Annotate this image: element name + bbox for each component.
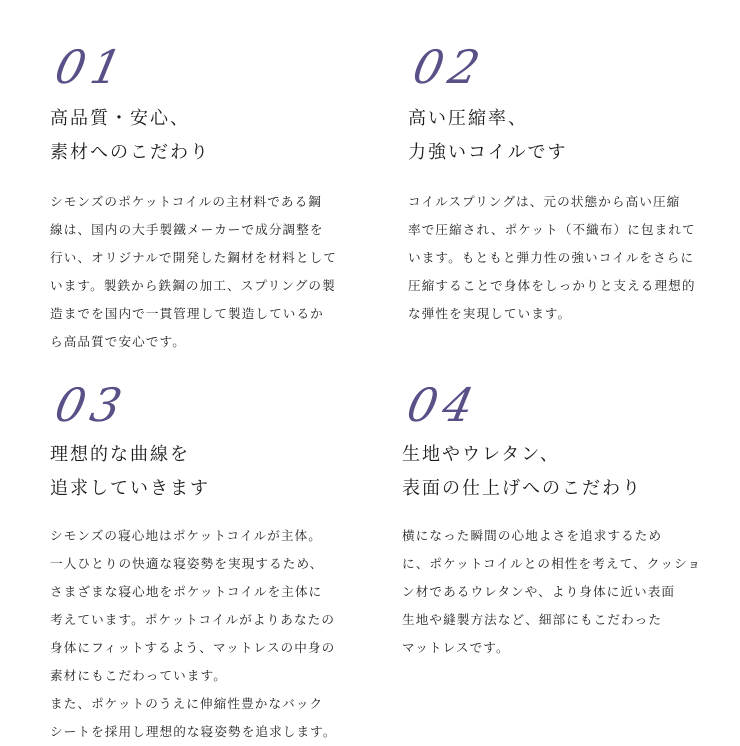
feature-body-line: 率で圧縮され、ポケット（不織布）に包まれて (408, 222, 696, 237)
feature-body (408, 188, 708, 328)
feature-body-line: 圧縮することで身体をしっかりと支える理想的 (408, 278, 696, 293)
feature-body-line: 身体にフィットするよう、マットレスの中身の (50, 640, 336, 655)
feature-01 (50, 40, 350, 356)
feature-body-line: います。製鉄から鉄鋼の加工、スプリングの製 (50, 278, 336, 293)
feature-body-line: コイルスプリングは、元の状態から高い圧縮 (408, 194, 681, 209)
feature-body-line: 考えています。ポケットコイルがよりあなたの (50, 612, 336, 627)
feature-number: 02 (408, 40, 491, 94)
feature-heading (408, 102, 708, 170)
feature-body-line: な弾性を実現しています。 (408, 306, 572, 321)
feature-body-line: 生地や縫製方法など、細部にもこだわった (402, 612, 663, 627)
feature-body (50, 188, 350, 356)
feature-04 (402, 378, 702, 662)
feature-02 (408, 40, 708, 328)
feature-body (402, 522, 702, 662)
feature-heading (50, 438, 350, 506)
feature-body-line: さまざまな寝心地をポケットコイルを主体に (50, 584, 323, 599)
feature-body-line: シモンズのポケットコイルの主材料である鋼 (50, 194, 322, 209)
feature-body-line: 一人ひとりの快適な寝姿勢を実現するため、 (50, 556, 324, 571)
feature-body-line: に、ポケットコイルとの相性を考えて、クッショ (402, 556, 702, 571)
feature-number: 04 (402, 378, 485, 432)
feature-heading-line: 高い圧縮率、 (408, 108, 528, 129)
feature-body (50, 522, 350, 746)
feature-body-line: 横になった瞬間の心地よさを追求するため (402, 528, 663, 543)
feature-heading-line: 素材へのこだわり (50, 142, 210, 163)
feature-body-line: ン材であるウレタンや、より身体に近い表面 (402, 584, 676, 599)
feature-heading-line: 理想的な曲線を (50, 444, 190, 465)
feature-body-line: マットレスです。 (402, 640, 510, 655)
feature-body-line: 素材にもこだわっています。 (50, 668, 227, 683)
feature-body-line: シモンズの寝心地はポケットコイルが主体。 (50, 528, 322, 543)
feature-heading (50, 102, 350, 170)
feature-body-line: ら高品質で安心です。 (50, 334, 186, 349)
feature-heading-line: 力強いコイルです (408, 142, 568, 163)
feature-heading-line: 高品質・安心、 (50, 108, 190, 129)
feature-body-line: 線は、国内の大手製鐵メーカーで成分調整を (50, 222, 324, 237)
feature-body-line: います。もともと弾力性の強いコイルをさらに (408, 250, 695, 265)
feature-heading-line: 追求していきます (50, 478, 210, 499)
feature-number: 01 (50, 40, 133, 94)
feature-03 (50, 378, 350, 746)
feature-heading-line: 表面の仕上げへのこだわり (402, 478, 642, 499)
feature-heading-line: 生地やウレタン、 (402, 444, 560, 465)
feature-body-line: また、ポケットのうえに伸縮性豊かなバック (50, 696, 324, 711)
feature-number: 03 (50, 378, 133, 432)
feature-body-line: 造までを国内で一貫管理して製造しているか (50, 306, 324, 321)
feature-body-line: 行い、オリジナルで開発した鋼材を材料として (50, 250, 337, 265)
feature-body-line: シートを採用し理想的な寝姿勢を追求します。 (50, 724, 337, 739)
feature-heading (402, 438, 702, 506)
